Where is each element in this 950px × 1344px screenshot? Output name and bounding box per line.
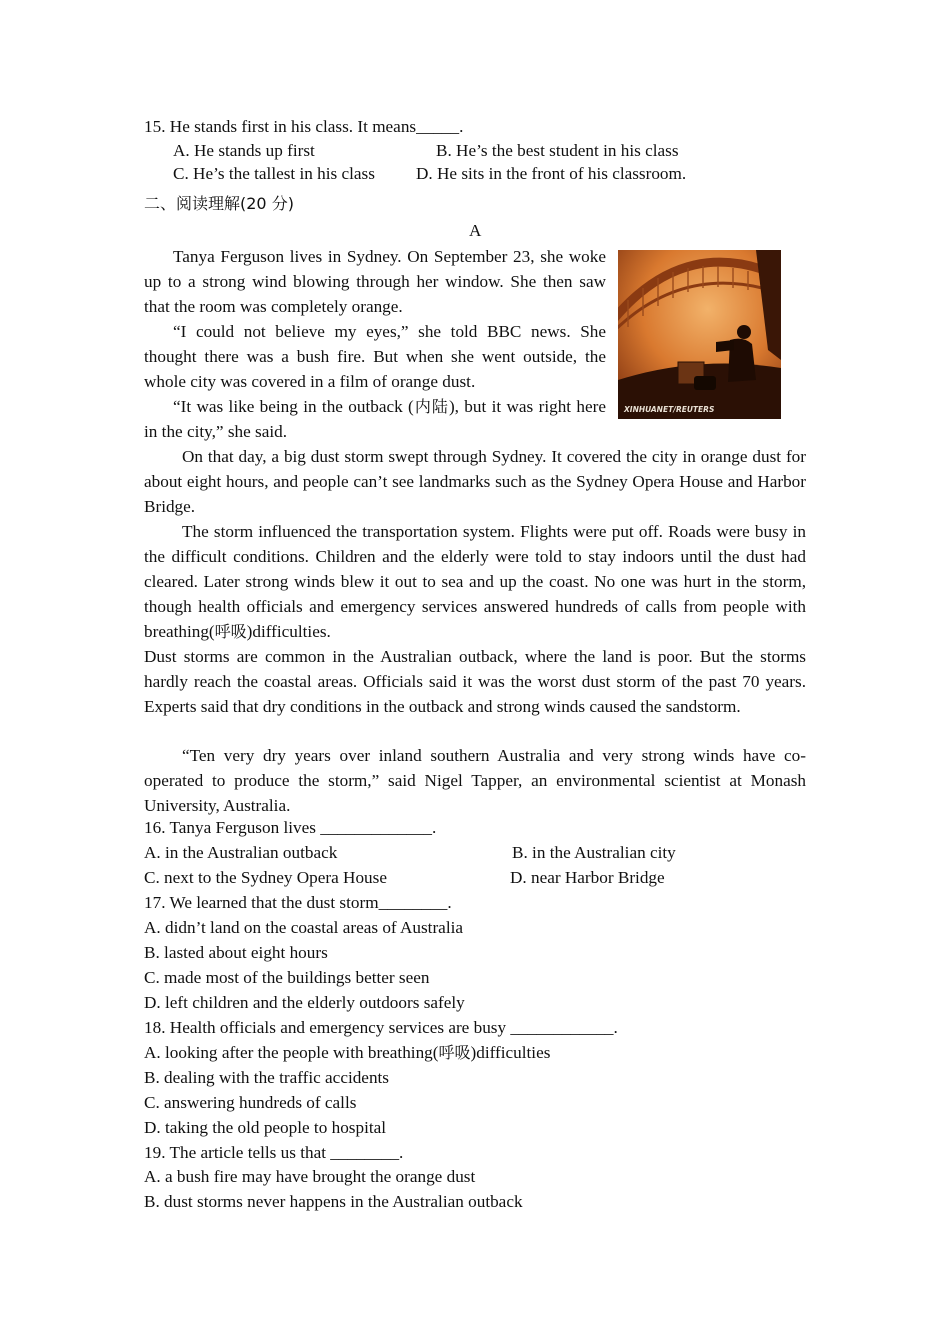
q18-option-a: A. looking after the people with breathing(呼吸)difficulties xyxy=(144,1043,551,1062)
q18-option-b: B. dealing with the traffic accidents xyxy=(144,1068,389,1087)
sydney-dust-storm-photo xyxy=(618,250,781,419)
q16-option-d: D. near Harbor Bridge xyxy=(510,868,665,887)
passage-label: A xyxy=(469,221,482,240)
q15-option-b: B. He’s the best student in his class xyxy=(436,141,679,160)
q17-option-c: C. made most of the buildings better seen xyxy=(144,968,430,987)
q17-option-a: A. didn’t land on the coastal areas of Australia xyxy=(144,918,463,937)
q16-stem: 16. Tanya Ferguson lives _____________. xyxy=(144,818,437,837)
q17-stem: 17. We learned that the dust storm________. xyxy=(144,893,452,912)
q15-option-c: C. He’s the tallest in his class xyxy=(173,164,375,183)
photo-watermark: XINHUANET/REUTERS xyxy=(624,405,715,414)
q16-option-b: B. in the Australian city xyxy=(512,843,676,862)
q15-stem: 15. He stands first in his class. It means_____. xyxy=(144,117,464,136)
q18-stem: 18. Health officials and emergency services are busy ____________. xyxy=(144,1018,618,1037)
section-heading: 二、阅读理解(20 分) xyxy=(144,194,294,213)
passage-paragraph-1: Tanya Ferguson lives in Sydney. On September 23, she woke up to a strong wind blowing through her window. She then saw that the room was completely orange. xyxy=(144,247,606,316)
chinese-gloss-breathing: 呼吸 xyxy=(214,622,247,641)
passage-paragraph-4: On that day, a big dust storm swept through Sydney. It covered the city in orange dust for about eight hours, and people can’t see landmarks such as the Sydney Opera House and Harbor Bridge. xyxy=(144,447,806,516)
passage-paragraph-6: Dust storms are common in the Australian outback, where the land is poor. But the storms hardly reach the coastal areas. Officials said it was the worst dust storm of the past 70 years. Experts said that dry conditions in the outback and strong winds caused the sandstorm. xyxy=(144,647,849,716)
passage-paragraph-3: “It was like being in the outback (内陆), but it was right here in the city,” she said. xyxy=(144,397,606,441)
chinese-gloss-inland: 内陆 xyxy=(413,397,449,416)
q15-option-d: D. He sits in the front of his classroom. xyxy=(416,164,687,183)
q19-option-b: B. dust storms never happens in the Australian outback xyxy=(144,1192,523,1211)
q19-stem: 19. The article tells us that ________. xyxy=(144,1143,404,1162)
q16-option-a: A. in the Australian outback xyxy=(144,843,338,862)
q18-option-c: C. answering hundreds of calls xyxy=(144,1093,357,1112)
passage-paragraph-7: “Ten very dry years over inland southern Australia and very strong winds have co-operated to produce the storm,” said Nigel Tapper, an environmental scientist at Monash University, Australia. xyxy=(144,746,806,815)
passage-paragraph-5: The storm influenced the transportation system. Flights were put off. Roads were busy in the difficult conditions. Children and the elderly were told to stay indoors until the dust had cleared. Later strong winds blew it out to sea and up the coast. No one was hurt in the storm, though health officials and emergency services answered hundreds of calls from people with breathing(呼吸)difficulties. xyxy=(144,522,806,641)
q15-option-a: A. He stands up first xyxy=(173,141,315,160)
q16-option-c: C. next to the Sydney Opera House xyxy=(144,868,387,887)
q17-option-b: B. lasted about eight hours xyxy=(144,943,328,962)
q18-option-d: D. taking the old people to hospital xyxy=(144,1118,387,1137)
passage-paragraph-2: “I could not believe my eyes,” she told BBC news. She thought there was a bush fire. But when she went outside, the whole city was covered in a film of orange dust. xyxy=(144,322,606,391)
q19-option-a: A. a bush fire may have brought the orange dust xyxy=(144,1167,476,1186)
q17-option-d: D. left children and the elderly outdoors safely xyxy=(144,993,465,1012)
